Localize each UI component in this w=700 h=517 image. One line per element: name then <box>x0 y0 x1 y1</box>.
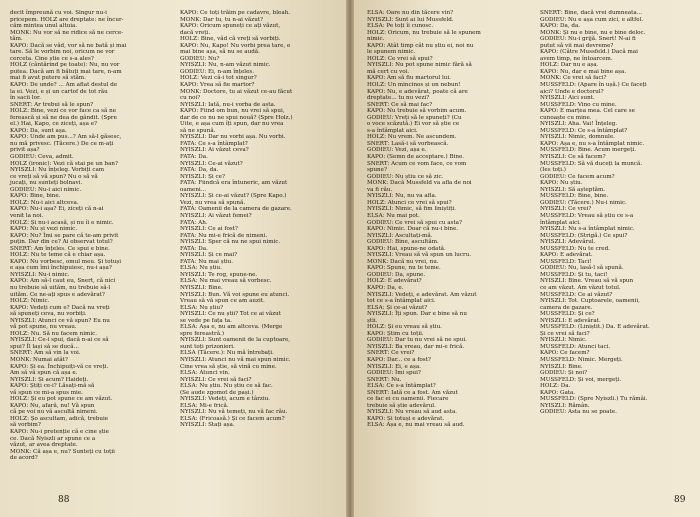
text-line: NYISZLI: Nu înțeleg. Vorbiți cam <box>10 167 105 174</box>
text-line: ELSA: (Fricoasă.) Și ce facem acum? <box>180 415 285 422</box>
text-line: HOLZ: Vezi că-i tot singur? <box>180 75 257 82</box>
text-line: GODIEU: Ce facem acum? <box>540 173 615 180</box>
text-line: mai bine așa, să nu se audă. <box>180 49 260 56</box>
text-line: HOLZ: Nu-i aici altceva. <box>10 199 79 206</box>
text-line: dacă vreți. <box>180 29 211 36</box>
text-line: ELSA: Ce s-a întâmplat? <box>367 383 436 390</box>
text-line: SNERT: Ar trebui să le spun? <box>10 101 94 108</box>
text-line: MUSSFELD: (Spre Nyiszli.) Tu rămâi. <box>540 396 648 403</box>
text-line: NYISZLI: Nu, nu va afla. <box>367 193 437 200</box>
text-line: SNERT: Nu. <box>367 376 402 383</box>
text-line: KAPO: De unde? ... Am aflat destul de <box>10 82 118 89</box>
text-line: KAPO: Unde am pus...? Am să-l găsesc, <box>10 134 122 141</box>
text-line: NYISZLI: Iată, nu-i vorba de asta. <box>180 101 276 108</box>
text-line: Vezi, nu vrea să spună. <box>180 199 246 206</box>
text-line: NYISZLI: Ai văzut femei? <box>180 212 252 219</box>
text-line: HOLZ: Șo ascultam, adică, trebuie <box>10 415 109 422</box>
text-line: mă cert cu voi. <box>367 68 410 75</box>
text-line: ELSA: Pe toți îi cunosc. <box>367 23 434 30</box>
text-line: KAPO: Gata. <box>540 389 576 396</box>
text-line: privit așa? <box>10 147 40 154</box>
text-line: HOLZ: Ce vrei să spui? <box>367 55 433 62</box>
text-line: KAPO: Nimic. Doar că nu-i bine. <box>367 226 459 233</box>
text-line: NYISZLI: Ce-ai văzut? <box>180 160 243 167</box>
text-line: MUSSFELD: Atunci taci. <box>540 343 611 350</box>
text-line: KAPO: Nu trebuie să vorbim acum. <box>367 108 467 115</box>
text-line: putea. Dacă am fi bătuți mai tare, n-am <box>10 68 122 75</box>
text-line: SNERT: Bine, dacă vrei dumneata... <box>540 10 643 16</box>
text-line: întâmplat aici. <box>540 219 581 226</box>
text-line: NYISZLI: Te rog, spune-ne. <box>180 271 258 278</box>
text-line: MUSSFELD: Taci! <box>540 258 592 265</box>
text-line: NYISZLI: Ce să facem? <box>540 154 606 161</box>
text-line: de acord? <box>10 455 38 462</box>
text-line: NYISZLI: Nu s-a întâmplat nimic. <box>540 226 635 233</box>
text-line: FATA: Da, da. <box>180 167 219 174</box>
text-line: mai fi avut putere să stăm. <box>10 75 86 82</box>
text-line: cu noi? <box>180 95 201 102</box>
left-page-number: 88 <box>58 495 70 505</box>
text-line: MUSSFELD: Vino cu mine. <box>540 101 617 108</box>
text-line: SNERT: Am înțeles. Ce spui e bine. <box>10 245 110 252</box>
text-line: HOLZ: Nimic. <box>10 298 50 305</box>
text-line: MONK: Dacă nu vrei, nu. <box>367 258 439 265</box>
text-line: HOLZ: E adevărat? <box>367 278 422 285</box>
text-line: uităm. Ce ne-ați spus e adevărat? <box>10 291 105 298</box>
text-line: s-a întâmplat aici. <box>367 127 418 134</box>
text-line: să vorbim? <box>10 422 41 429</box>
text-line: la ei. Vezi, e și un cartof de tot rău <box>10 88 108 95</box>
text-line: GODIEU: Dar tu nu vrei să ne spui. <box>367 337 467 344</box>
text-line: KAPO: Nu și vezi nimic. <box>10 226 78 233</box>
text-line: GODIEU: Nu, lasă-l să spună. <box>540 265 624 272</box>
text-line: GODIEU: Da, spune. <box>367 271 426 278</box>
text-line: KAPO: (Către Mussfeld.) Dacă mai <box>540 49 638 56</box>
text-line: nu trebuie să uităm, nu trebuie să-l <box>10 284 111 291</box>
text-line: decit împreună cu voi. Singur nu-i <box>10 10 107 16</box>
text-line: GODIEU: Nu? <box>180 55 220 62</box>
text-line: MUSSFELD: Vreau să știu ce s-a <box>540 212 634 219</box>
text-line: HOLZ: Da. <box>540 383 571 390</box>
text-line: știi. <box>367 317 378 324</box>
text-line: HOLZ (cântărind pe toate): Nu, nu vor <box>10 62 120 69</box>
text-line: KAPO: Am să-l caut eu, Snert, că nici <box>10 278 116 285</box>
text-line: FATA: Fiindcă era întuneric, am văzut <box>180 180 288 187</box>
text-line: NYISZLI: Și ce? <box>180 173 225 180</box>
text-line: MONK: Doctore, tu ai văzut ce-au făcut <box>180 88 293 95</box>
text-line: MUSSFELD: Nimic. Mergeți. <box>540 356 623 363</box>
text-line: ce am văzut. Am văzut totul. <box>540 284 621 291</box>
text-line: spune? <box>367 167 387 174</box>
text-line: ELSA: Și ce-ai văzut? <box>367 304 428 311</box>
text-line: GODIEU: Asta nu se poate. <box>540 409 617 416</box>
text-line: HOLZ: Și nu-i acasă, și nu îi e nimic. <box>10 219 114 226</box>
text-line: KAPO: Bine, bine. <box>10 193 61 200</box>
text-line: NYISZLI: Nu vă temeți, nu vă fac rău. <box>180 409 288 416</box>
text-line: KAPO: Nu știu. <box>540 180 583 187</box>
text-line: putut să vii mai devreme? <box>540 42 614 49</box>
text-line: KAPO: Și totuși e adevărat. <box>367 415 445 422</box>
text-line: tăm. <box>10 36 23 43</box>
text-line: GODIEU: Ceva, admit. <box>10 154 74 161</box>
text-line: NYISZLI: Tot. Cuptoarele, oamenii, <box>540 298 640 305</box>
text-line: ferească și să ne dea de gândit. (Spre <box>10 114 117 121</box>
text-line: KAPO: Știm cu toții. <box>367 330 424 337</box>
text-line: KAPO: Nu-i pretenție că e cine știe <box>10 429 109 435</box>
text-line: HOLZ: Oricum, nu trebuie să le spunem <box>367 29 481 36</box>
right-page-column-1 <box>367 10 509 429</box>
text-line: Uite, e așa cum îți spun, dar nu vrea <box>180 121 284 128</box>
text-line: sunt toți prizonieri. <box>180 343 235 350</box>
text-line: să ne spună. <box>180 127 216 134</box>
text-line: spre fereastră.) <box>180 330 225 337</box>
text-line: NYISZLI: Bine. <box>180 284 223 291</box>
text-line: NYISZLI: Sunt ai lui Mussfeld. <box>367 16 454 23</box>
text-line: NYISZLI: Ce-i spui, dacă n-ai ce să <box>10 337 109 344</box>
text-line: HOLZ: Și eu pot spune ce am văzut. <box>10 396 113 403</box>
text-line: KAPO: Știți ce-i? Lăsați-mă să <box>10 383 95 390</box>
text-line: NYISZLI: Aici sunt. <box>540 95 595 102</box>
text-line: pricepem. HOLZ are dreptate: ne încur- <box>10 16 124 23</box>
text-line: SNERT: Acum ce vom face, ce vom <box>367 160 467 167</box>
text-line: GODIEU: Nu-i aici nimic. <box>10 186 82 193</box>
text-line: cunoaște cu mine. <box>540 114 592 121</box>
text-line: MONK: Că așa e, nu? Sunteți cu toții <box>10 448 115 455</box>
text-line: NYISZLI: Rămân. <box>540 402 590 409</box>
text-line: el.) Hai, Kapo, ce ziceți, așa e? <box>10 121 98 128</box>
text-line: NYISZLI: Bun. Vă voi spune eu atunci. <box>180 291 290 298</box>
text-line: Vreau să vă spun ce am auzit. <box>180 298 265 305</box>
text-line: FATA: Ah. <box>180 219 208 226</box>
text-line: NYISZLI: Nu vreau să aud asta. <box>367 409 458 416</box>
text-line: trebuie să știe adevărul. <box>367 402 436 409</box>
text-line: ce. Dacă Nyiszli ar spune ce a <box>10 435 96 442</box>
text-line: NYISZLI: Să așteptăm. <box>540 186 606 193</box>
text-line: MUSSFELD: Și voi, mergeți. <box>540 376 622 383</box>
text-line: NYISZLI: Adevărul. <box>540 239 596 246</box>
left-page-column-1 <box>10 10 152 462</box>
text-line: KAPO: Nu, afară, nu! Vă spun <box>10 402 95 409</box>
text-line: MUSSFELD: Bine. Acum mergeți. <box>540 147 637 154</box>
text-line: dreptate... tu nu vezi? <box>367 95 430 102</box>
text-line: NYISZLI: Ba vreau, dar mi-e frică. <box>367 343 465 350</box>
text-line: NYISZLI: Ce vrei să faci? <box>180 376 252 383</box>
text-line: NYISZLI: Stați așa. <box>180 422 235 429</box>
text-line: KAPO: Și ea. Închipuiți-vă ce vreți. <box>10 363 109 370</box>
text-line: FATA: Da. <box>180 154 208 161</box>
text-line: NYISZLI: E adevărat. <box>540 317 601 324</box>
text-line: KAPO: E marțea mea. Cel care se <box>540 108 635 115</box>
text-line: NYISZLI: Vedeți, acum e târziu. <box>180 396 271 403</box>
text-line: să spuneți ceva, nu vorbiți. <box>10 311 87 318</box>
text-line: KAPO: Ce facem? <box>540 350 590 357</box>
text-line: KAPO: Oricum spuneți ce ați văzut, <box>180 23 281 30</box>
text-line: vă pot spune, nu vreau. <box>10 324 77 331</box>
text-line: se vede pe fața ta. <box>180 317 232 324</box>
text-line: NYISZLI: Ai văzut ceva? <box>180 147 249 154</box>
text-line: GODIEU: Ce vrei să spui cu asta? <box>367 219 462 226</box>
text-line: ELSA: Mi-e frică. <box>180 402 229 409</box>
text-line: KAPO: Hai, spune-ne odată. <box>367 245 446 252</box>
text-line: NYISZLI: Dar nu vorbi așa. Nu vorbi. <box>180 134 286 141</box>
text-line: vă spun ce mi-a spus mie. <box>10 389 83 396</box>
text-line: KAPO: Așa e, nu s-a întâmplat nimic. <box>540 140 645 147</box>
text-line: KAPO: Da, sunt așa. <box>10 127 67 134</box>
text-line: NYISZLI: Nu pot spune nimic fără să <box>367 62 472 69</box>
text-line: NYISZLI: Ce ai fost? <box>180 226 238 233</box>
text-line: NYISZLI: Nu, n-am văzut nimic. <box>180 62 271 69</box>
text-line: HOLZ: Atunci ce vrei să spui? <box>367 199 452 206</box>
text-line: NYISZLI: Vedeți, e adevărat. Am văzut <box>367 291 477 298</box>
text-line: aici? Unde e doctorul? <box>540 88 604 95</box>
text-line: ELSA: Nu știu. Nu știu ce să fac. <box>180 383 273 390</box>
text-line: NYISZLI: Nimic. <box>540 337 587 344</box>
text-line: FATA: Da. <box>180 245 208 252</box>
text-line: ce fac ei cu oamenii. Fiecare <box>367 396 449 403</box>
text-line: HOLZ: Nu vrem. Ne ascundem. <box>367 134 457 141</box>
text-line: KAPO: Fiind om bun, nu vrei să spui, <box>180 108 285 115</box>
text-line: ELSA: Nu mai vreau să vorbesc. <box>180 278 272 285</box>
text-line: ELSA (Tăcere.): Nu mă întrebați. <box>180 350 274 357</box>
text-line: MUSSFELD: (Strigă.) Ce spui? <box>540 232 628 239</box>
text-line: în sacii lor. <box>10 95 41 102</box>
text-line: le spunem nimic. <box>367 49 416 56</box>
text-line: văzut, ar avea dreptate. <box>10 442 78 449</box>
text-line: MONK: Nu vor să ne ridice să ne cerce- <box>10 29 124 36</box>
text-line: ELSA: Nu mai pot. <box>367 212 420 219</box>
text-line: FATA: Oamenii de la camera de gazare. <box>180 206 292 213</box>
text-line: tare. Să le vorbim noi, oricum ne vor <box>10 49 115 56</box>
text-line: cerceta. Cine știe ce s-a ales? <box>10 55 94 62</box>
text-line: NYISZLI: Vreau să vă spun un lucru. <box>367 252 472 259</box>
text-line: NYISZLI: Atunci ce vă spun? Eu nu <box>10 317 110 324</box>
text-line: ELSA: Așa e, nu am altceva. (Merge <box>180 324 283 331</box>
text-line: FATA: Nu mai știu. <box>180 258 234 265</box>
text-line: NYISZLI: Și ce mai? <box>180 252 238 259</box>
left-page-column-2 <box>180 10 322 429</box>
text-line: NYISZLI: Și ce-ai văzut? (Spre Kapo.) <box>180 193 287 200</box>
text-line: SNERT: Am să vin la voi. <box>10 350 81 357</box>
text-line: ELSA: Așa e, nu mai vreau să aud. <box>367 422 465 429</box>
text-line: HOLZ: Și eu vreau să știu. <box>367 324 442 331</box>
text-line: FATA: Ce s-a întâmplat? <box>180 140 248 147</box>
text-line: KAPO: Spune, nu te teme. <box>367 265 441 272</box>
text-line: KAPO: Da, e. <box>367 284 404 291</box>
text-line: KAPO: E adevărat. <box>540 252 593 259</box>
text-line: MONK: Numai atât? <box>10 356 68 363</box>
text-line: o voce scăzută.) Ei vor să știe ce <box>367 121 460 128</box>
text-line: avem timp, ne întoarcem. <box>540 55 613 62</box>
text-line: MUSSFELD: Ce s-a întâmplat? <box>540 127 628 134</box>
text-line: KAPO: Dar... ce a fost? <box>367 356 431 363</box>
text-line: nu mă privesc. (Tăcere.) De ce m-ați <box>10 140 114 147</box>
text-line: NYISZLI: Nu-i nimic. <box>10 271 70 278</box>
text-line: KAPO: Am să fiu martorul lui. <box>367 75 451 82</box>
text-line: NYISZLI: Nimic, să fim liniștiți. <box>367 206 457 213</box>
right-page <box>352 0 700 517</box>
text-line: KAPO: Nu, Kapo! Nu vorbi prea tare, e <box>180 42 291 49</box>
text-line: SNERT: Ce să mai fac? <box>367 101 433 108</box>
text-line: KAPO: Vedeți cum e? Dacă nu vreți <box>10 304 110 311</box>
text-line: MONK: Și nu e bine, nu e bine deloc. <box>540 29 646 36</box>
text-line: GODIEU: Și noi? <box>540 370 588 377</box>
text-line: nimic. <box>367 36 385 43</box>
text-line: MONK: Ce vrei să faci? <box>540 75 607 82</box>
text-line: e așa cum îmi închipuiesc, nu-i așa? <box>10 265 112 272</box>
text-line: dar de ce nu ne spui nouă? (Spre Holz.) <box>180 114 293 121</box>
text-line: MUSSFELD: Și ce? <box>540 311 595 318</box>
text-line: căm mintea unul altuia. <box>10 23 78 30</box>
text-line: ELSA: Oare nu din tăcere vin? <box>367 10 454 16</box>
text-line: ELSA: Nu știu? <box>180 304 224 311</box>
text-line: KAPO: Vrea să fie martor? <box>180 82 255 89</box>
text-line: HOLZ: Nu te teme că e chiar așa. <box>10 252 106 259</box>
text-line: KAPO: Ce toți trăim pe cadavre, bleah. <box>180 10 291 16</box>
text-line: GODIEU: Bine, ascultăm. <box>367 239 439 246</box>
text-line: NYISZLI: Și acum? Haideți. <box>10 376 89 383</box>
text-line: MUSSFELD: Nu te cred. <box>540 245 610 252</box>
text-line: KAPO: (Semn de acceptare.) Bine. <box>367 154 465 161</box>
text-line: HOLZ: Un mincinos și un nebun! <box>367 82 461 89</box>
text-line: GODIEU: Nu e așa cum zici, e altfel. <box>540 16 644 23</box>
text-line: GODIEU: Vreți să le spuneți? (Cu <box>367 114 462 121</box>
text-line: HOLZ (ironic): Vezi că stai pe un ban? <box>10 160 119 167</box>
text-line: NYISZLI: Atunci nu vă mai spun nimic. <box>180 356 291 363</box>
text-line: ELSA: Nu știu. <box>180 265 222 272</box>
text-line: spui? Îl lași să se ducă... <box>10 343 79 350</box>
text-line: MUSSFELD: Bine, bine. <box>540 193 609 200</box>
text-line: HOLZ: Dar nu e așa. <box>540 62 599 69</box>
text-line: Cine vrea să știe, să vină cu mine. <box>180 363 277 370</box>
text-line: NYISZLI: Îți spun. Dar e bine să nu <box>367 311 467 318</box>
text-line: NYISZLI: Bine. Vreau să vă spun <box>540 278 634 285</box>
text-line: NYISZLI: Sunt oamenii de la cuptoare, <box>180 337 291 344</box>
text-line: MUSSFELD: Și tu, taci! <box>540 271 608 278</box>
text-line: ELSA: Atunci vin. <box>180 370 230 377</box>
text-line: NYISZLI: Nimic, domnule. <box>540 134 615 141</box>
text-line: GODIEU: Ei, n-am înțeles. <box>180 68 255 75</box>
text-line: că pe voi nu vă ascultă nimeni. <box>10 409 98 416</box>
text-line: MUSSFELD: (Apare în ușă.) Ce faceți <box>540 82 647 89</box>
text-line: NYISZLI: Ascultați-mă. <box>367 232 433 239</box>
text-line: Și ce vrei să faci? <box>540 330 590 337</box>
text-line: MONK: Dar tu, tu n-ai văzut? <box>180 16 264 23</box>
text-line: HOLZ: Bine, vezi ce vor face ca să ne <box>10 108 117 115</box>
text-line: NYISZLI: Ce nu știi? Tot ce ai văzut <box>180 311 282 318</box>
text-line: (Ies toți.) <box>540 167 566 174</box>
text-line: venit la noi. <box>10 212 44 219</box>
text-line: MUSSFELD: Să vă duceți la muncă. <box>540 160 643 167</box>
text-line: GODIEU: Îmi spui? <box>367 370 421 377</box>
text-line: SNERT: Ce vrei? <box>367 350 415 357</box>
text-line: GODIEU: Vezi, așa e. <box>367 147 427 154</box>
text-line: KAPO: Nu? Îmi se pare că te-am privit <box>10 232 119 239</box>
text-line: FATA: Nu mi-e frică de nimeni. <box>180 232 268 239</box>
text-line: GODIEU: Nu știu ce să zic. <box>367 173 444 180</box>
text-line: ce vreți să vă spun? Nu o să vă <box>10 173 98 180</box>
right-page-number: 89 <box>674 495 686 505</box>
text-line: Am să vă spun că așa e. <box>10 370 78 377</box>
text-line: oameni... <box>180 186 207 193</box>
text-line: KAPO: Nu vorbesc, omul meu. Și totuși <box>10 258 122 265</box>
text-line: jucați, nu sunteți bolnavi. <box>10 180 83 187</box>
right-page-column-2 <box>540 10 682 416</box>
text-line: MUSSFELD: Ce ai văzut? <box>540 291 613 298</box>
text-line: KAPO: Nu, dar e mai bine așa. <box>540 68 627 75</box>
left-page <box>0 0 348 517</box>
text-line: KAPO: Atât timp cât nu știu ei, noi nu <box>367 42 474 49</box>
text-line: va fi rău. <box>367 186 393 193</box>
text-line: tot ce s-a întâmplat aici. <box>367 298 436 305</box>
text-line: MUSSFELD: (Liniștit.) Da. E adevărat. <box>540 324 650 331</box>
book-gutter <box>346 0 354 517</box>
text-line: KAPO: Da, da. <box>540 23 581 30</box>
text-line: GODIEU: (Tăcere.) Nu-i nimic. <box>540 199 627 206</box>
text-line: NYISZLI: Sper că nu ne spui nimic. <box>180 239 281 246</box>
text-line: camera de gazare. <box>540 304 593 311</box>
text-line: NYISZLI: Ce vrei? <box>540 206 592 213</box>
text-line: GODIEU: Nu-i grijă. Snert! N-ai fi <box>540 36 636 43</box>
text-line: MONK: Dacă Mussfeld va afla de noi <box>367 180 472 187</box>
text-line: NYISZLI: Ei, e așa. <box>367 363 421 370</box>
text-line: HOLZ: Bine, văd că vreți să vorbiți. <box>180 36 281 43</box>
text-line: KAPO: Nu-i așa? Ei, ziceți că n-ai <box>10 206 104 213</box>
text-line: (Se aude zgomot de pași.) <box>180 389 254 396</box>
text-line: SNERT: Iată ce a fost. Am văzut <box>367 389 458 396</box>
text-line: HOLZ: Nu. Să nu facem nimic. <box>10 330 98 337</box>
text-line: puțin. Dar din ce? Ai observat totul? <box>10 239 113 246</box>
text-line: NYISZLI: Aha. Vai! Înțeleg. <box>540 121 618 128</box>
text-line: KAPO: Nu, e adevărat, poate că are <box>367 88 468 95</box>
text-line: SNERT: Lasă-i să vorbească. <box>367 140 449 147</box>
text-line: KAPO: Dacă se văd, vor să ne bată și mai <box>10 42 127 49</box>
text-line: NYISZLI: Bine. <box>540 363 583 370</box>
